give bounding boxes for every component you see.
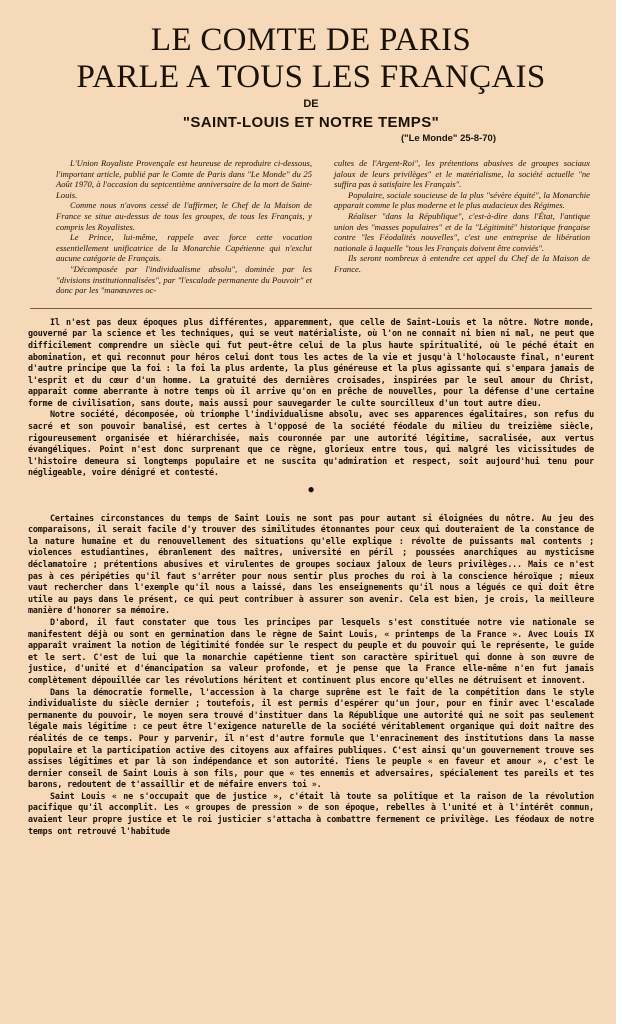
intro-paragraph: Ils seront nombreux à entendre cet appel du Chef de la Maison de France. [334,253,590,274]
intro-paragraph: Réaliser "dans la République", c'est-à-dire dans l'État, l'antique union des "masses populaires" et de la "Légitimité" historique française contre "les Féodalités nouvelles", c'est une entreprise de libération nationale à laquelle "tous les Français doivent être conviés". [334,210,590,253]
headline-line-2: PARLE A TOUS LES FRANÇAIS [76,59,546,95]
intro-paragraph: L'Union Royaliste Provençale est heureuse de reproduire ci-dessous, l'important article, publié par le Comte de Paris dans "Le Monde" du 25 Août 1970, à l'occasion du septcentième anniversaire de la mort de Saint-Louis. [56,158,312,200]
headline-connector: DE [303,98,319,110]
body-paragraph: Saint Louis « ne s'occupait que de justice », c'était là toute sa politique et la raison de la révolution pacifique qu'il accomplit. Les « groupes de pression » de son époque, rebelles à l'unité et à l'intérêt commun, avaient leur propre justice et le roi justicier s'attacha à combattre fermement ce privilège. Les féodaux de notre temps ont retrouvé l'habitude [28,790,594,836]
intro-paragraph: cultes de l'Argent-Roi", les prétentions abusives de groupes sociaux jaloux de leurs privilèges" et le matérialisme, la société actuelle "ne suffira pas à satisfaire les Français". [334,158,590,190]
section-bullet: ● [308,485,314,496]
body-paragraph: Dans la démocratie formelle, l'accession à la charge suprême est le fait de la compétition dans le style individualiste du siècle dernier ; toutefois, il est permis d'espérer qu'un jour, pour en finir avec l'escalade permanente du pouvoir, le moyen sera trouvé d'instituer dans la République une autorité qui ne soit pas seulement légale mais légitime : ce peut être l'exigence naturelle de la société véritablement organique qui doit naître des réalités de ce temps. Pour y parvenir, il n'est d'autre formule que l'enracinement des institutions dans la masse populaire et la participation active des citoyens aux affaires publiques. C'est ainsi qu'un gouvernement trouve ses assises légitimes et par là son indépendance et son autorité. Tiens le peuple « en faveur et amour », c'est le dernier conseil de Saint Louis à son fils, pour que « tes ennemis et adversaires, spécialement tes pareils et tes barons, redoutent de t'assaillir et de méfaire envers toi ». [28,686,594,790]
intro-paragraph: Le Prince, lui-même, rappele avec force cette vocation essentiellement unificatrice de la Monarchie Capétienne qui n'exclut aucune catégorie de Français. [56,232,312,264]
body-paragraph: D'abord, il faut constater que tous les principes par lesquels s'est constituée notre vie nationale se manifestent déjà ou sont en germination dans le règne de Saint Louis, « printemps de la France ». Avec Louis IX apparaît vraiment la notion de légitimité fondée sur le respect du peuple et du pouvoir qui le représente, le guide et le sert. C'est de lui que la monarchie capétienne tient son caractère spirituel qui donne à son œuvre de justice, d'unité et d'émancipation sa valeur profonde, et je pense que la France elle-même n'en fut jamais complètement dépouillée car les révolutions héritent et continuent plus encore qu'elles ne détruisent et innovent. [28,616,594,685]
article-body [28,317,594,838]
section-divider [30,308,592,309]
intro-paragraph: Populaire, sociale soucieuse de la plus "sévère équité", la Monarchie apparait comme le plus moderne et le plus audacieux des Régimes. [334,189,590,211]
headline-line-1: LE COMTE DE PARIS [150,22,472,58]
body-paragraph: Notre société, décomposée, où triomphe l'individualisme absolu, avec ses apparences égalitaires, son refus du sacré et son pouvoir banalisé, est certes à l'opposé de la société féodale du milieu du treizième siècle, rigoureusement organisée et hiérarchisée, mais couronnée par une autorité légitime, sacralisée, aux vertus évangéliques. Point n'est donc surprenant que ce règne, glorieux entre tous, qui malgré les vicissitudes de l'histoire demeura si longtemps populaire et ne suscita qu'admiration et respect, soit aujourd'hui tenu pour négligeable, voire dénigré et contesté. [28,409,594,478]
intro-column-left [56,158,312,296]
intro-block [56,158,590,296]
intro-paragraph: Comme nous n'avons cessé de l'affirmer, le Chef de la Maison de France se situe au-dessus de tous les groupes, de tous les Français, y compris les Royalistes. [56,200,312,232]
intro-column-right [334,158,590,296]
body-paragraph: Il n'est pas deux époques plus différentes, apparemment, que celle de Saint-Louis et la nôtre. Notre monde, gouverné par la science et les techniques, qui se veut matérialiste, où l'on ne connait ni bien ni mal, ne peut que difficilement comprendre un siècle qui fut peut-être celui de la plus haute spiritualité, où le péché était en abomination, et qui reconnut pour héros celui dont tous les actes de la vie et jusqu'à l'holocauste final, n'eurent d'autre principe que la foi : la foi la plus ardente, la plus généreuse et la plus agissante qui s'empara jamais de l'esprit et du cœur d'un homme. La gratuité des dernières croisades, inspirées par le seul amour du Christ, apparait comme aberrante à notre temps où il arrive qu'on en prêche de nouvelles, pour la défense d'une certaine forme de civilisation, sans doute, mais aussi pour sauvegarder le culte sourcilleux d'un tout autre dieu. [28,316,594,408]
body-paragraph: Certaines circonstances du temps de Saint Louis ne sont pas pour autant si éloignées du nôtre. Au jeu des comparaisons, il serait facile d'y trouver des similitudes étonnantes pour ceux qui douteraient de la constance de la nature humaine et du renouvellement des situations qu'elle explique : révolte de puissants mal contents ; violences estudiantines, ébranlement des maîtres, université en péril ; poussées anarchiques au mysticisme déclamatoire ; prétentions abusives et virulentes de groupes sociaux jaloux de leurs privilèges... Mais ce n'est pas à ces péripéties qu'il faut s'arrêter pour nous sentir plus proches du roi à la conscience héroïque ; mieux vaut rechercher dans l'exemple qu'il nous a laissé, dans les enseignements qu'il nous a légués ce qui doit être utile au pays dans le présent, ce qui peut contribuer à assurer son avenir. Cela est bien, je crois, la meilleure manière d'honorer sa mémoire. [28,512,594,616]
intro-paragraph: "Décomposée par l'individualisme absolu", dominée par les "divisions institutionnalisées", par "l'escalade permanente du Pouvoir" et donc par les "manœuvres oc- [56,263,312,296]
source-citation: ("Le Monde" 25-8-70) [400,133,496,144]
article-subtitle: "SAINT-LOUIS ET NOTRE TEMPS" [182,114,440,131]
headline [26,22,596,96]
